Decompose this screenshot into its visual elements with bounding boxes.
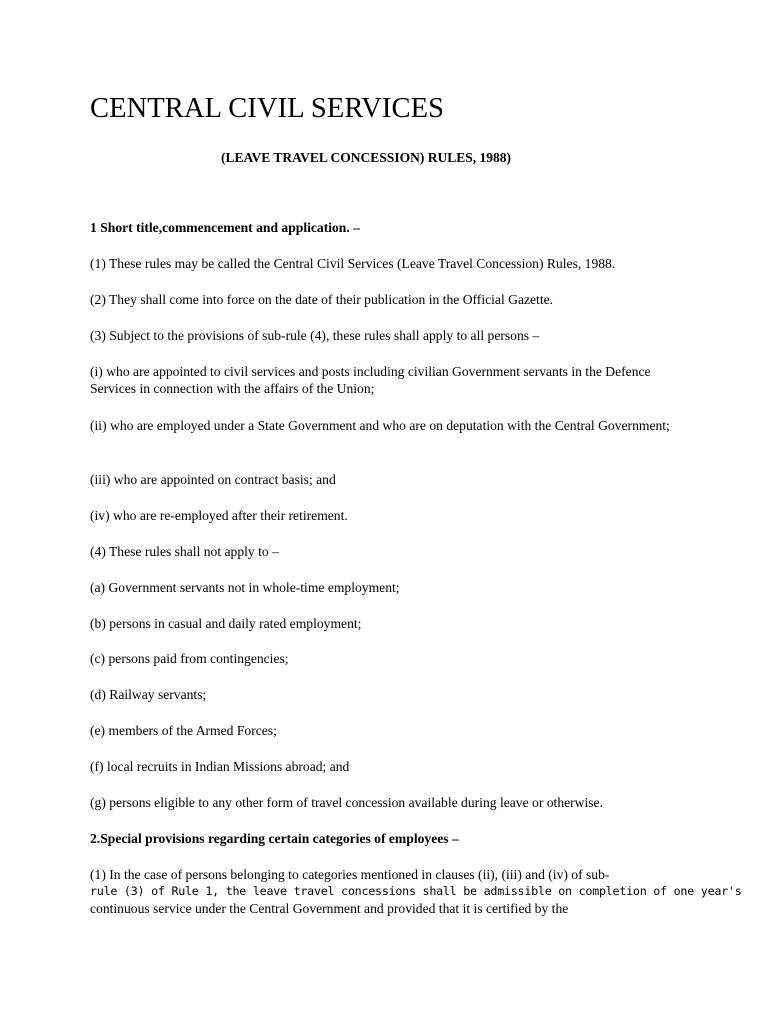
section-1-heading: 1 Short title,commencement and application. –: [90, 220, 360, 235]
clause-iii: (iii) who are appointed on contract basis; and: [90, 472, 336, 487]
clause-g: (g) persons eligible to any other form of travel concession available during leave or otherwise.: [90, 795, 603, 810]
rule-2-1-line-3: continuous service under the Central Government and provided that it is certified by the: [90, 901, 569, 916]
rule-2-1: [90, 866, 742, 917]
clause-ii: (ii) who are employed under a State Government and who are on deputation with the Central Government;: [90, 418, 670, 433]
clause-b: (b) persons in casual and daily rated employment;: [90, 616, 362, 631]
clause-f: (f) local recruits in Indian Missions abroad; and: [90, 759, 350, 774]
rule-1-4: (4) These rules shall not apply to –: [90, 544, 279, 559]
document-subtitle: (LEAVE TRAVEL CONCESSION) RULES, 1988): [221, 150, 511, 165]
rule-1-2: (2) They shall come into force on the date of their publication in the Official Gazette.: [90, 292, 554, 307]
clause-iv: (iv) who are re-employed after their retirement.: [90, 508, 348, 523]
clause-d: (d) Railway servants;: [90, 687, 207, 702]
rule-2-1-line-1: (1) In the case of persons belonging to categories mentioned in clauses (ii), (iii) and (iv) of sub-: [90, 867, 610, 882]
clause-a: (a) Government servants not in whole-time employment;: [90, 580, 400, 595]
rule-2-1-line-2: rule (3) of Rule 1, the leave travel concessions shall be admissible on completion of one year's: [90, 884, 742, 898]
document-title: CENTRAL CIVIL SERVICES: [90, 93, 445, 124]
clause-i: (i) who are appointed to civil services and posts including civilian Government servants in the Defence Services in connection with the affairs of the Union;: [90, 364, 651, 396]
clause-c: (c) persons paid from contingencies;: [90, 651, 289, 666]
rule-1-1: (1) These rules may be called the Central Civil Services (Leave Travel Concession) Rules, 1988.: [90, 256, 616, 271]
clause-e: (e) members of the Armed Forces;: [90, 723, 277, 738]
rule-1-3: (3) Subject to the provisions of sub-rule (4), these rules shall apply to all persons –: [90, 328, 540, 343]
section-2-heading: 2.Special provisions regarding certain categories of employees –: [90, 831, 459, 846]
